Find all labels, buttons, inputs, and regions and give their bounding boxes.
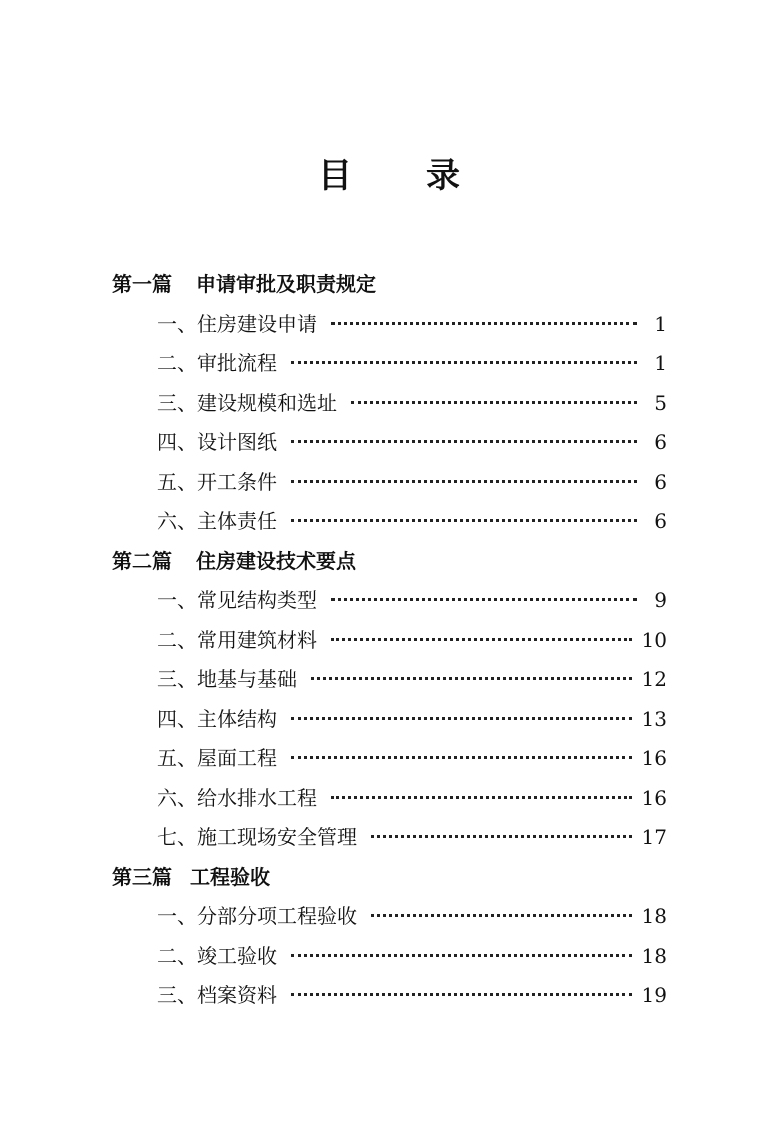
dot-leader [371, 914, 632, 917]
entry-label: 三、档案资料 [157, 983, 277, 1007]
entry-label: 六、主体责任 [157, 509, 277, 533]
dot-leader [291, 993, 632, 996]
page-number: 1 [654, 351, 667, 375]
title-char-1: 目 [318, 156, 352, 196]
page-number: 12 [641, 667, 667, 691]
entry-label: 四、主体结构 [157, 706, 277, 731]
toc-entry[interactable] [157, 739, 667, 777]
dot-leader [291, 717, 632, 720]
dot-leader [331, 598, 637, 601]
entry-label: 二、竣工验收 [157, 943, 277, 968]
entry-label: 五、开工条件 [157, 469, 277, 494]
page-number: 6 [654, 509, 667, 533]
toc-entry[interactable] [157, 937, 667, 975]
dot-leader [351, 401, 637, 404]
page-number: 17 [641, 825, 667, 849]
entry-label: 七、施工现场安全管理 [157, 825, 357, 849]
entry-label: 一、常见结构类型 [157, 588, 317, 612]
toc-entry[interactable] [157, 463, 667, 501]
page-number: 6 [654, 430, 667, 454]
page-number: 5 [654, 390, 667, 415]
entry-label: 一、分部分项工程验收 [157, 904, 357, 928]
part-title: 工程验收 [190, 864, 270, 889]
entry-label: 四、设计图纸 [157, 430, 277, 454]
page-number: 9 [654, 588, 667, 612]
entry-label: 三、建设规模和选址 [157, 390, 337, 415]
entry-label: 二、常用建筑材料 [157, 627, 317, 652]
dot-leader [331, 322, 637, 325]
dot-leader [291, 361, 637, 364]
title-char-2: 录 [426, 156, 460, 196]
toc-entry[interactable] [157, 344, 667, 382]
page-number: 19 [641, 983, 667, 1007]
entry-label: 二、审批流程 [157, 351, 277, 375]
page-number: 13 [641, 706, 667, 731]
toc-entry[interactable] [157, 384, 667, 422]
toc-entry[interactable] [157, 660, 667, 698]
toc-part-heading[interactable] [112, 542, 356, 580]
part-number: 第三篇 [112, 864, 172, 889]
dot-leader [311, 677, 632, 680]
dot-leader [291, 756, 632, 759]
toc-entry[interactable] [157, 779, 667, 817]
dot-leader [291, 440, 637, 443]
toc-part-heading[interactable] [112, 858, 270, 896]
part-title: 申请审批及职责规定 [196, 272, 376, 296]
page-number: 6 [654, 469, 667, 494]
page-number: 1 [654, 311, 667, 336]
entry-label: 一、住房建设申请 [157, 311, 317, 336]
dot-leader [291, 480, 637, 483]
page-number: 10 [641, 627, 667, 652]
toc-entry[interactable] [157, 502, 667, 540]
page-number: 18 [641, 943, 667, 968]
dot-leader [331, 638, 632, 641]
entry-label: 六、给水排水工程 [157, 785, 317, 810]
page-number: 18 [641, 904, 667, 928]
part-title: 住房建设技术要点 [196, 548, 356, 573]
page-number: 16 [641, 746, 667, 770]
toc-entry[interactable] [157, 423, 667, 461]
dot-leader [331, 796, 632, 799]
dot-leader [291, 954, 632, 957]
dot-leader [291, 519, 637, 522]
entry-label: 三、地基与基础 [157, 667, 297, 691]
part-number: 第二篇 [112, 548, 172, 573]
page-number: 16 [641, 785, 667, 810]
toc-entry[interactable] [157, 897, 667, 935]
page-title [0, 150, 778, 202]
toc-entry[interactable] [157, 305, 667, 343]
toc-part-heading[interactable] [112, 265, 376, 303]
part-number: 第一篇 [112, 272, 172, 296]
toc-entry[interactable] [157, 818, 667, 856]
toc-entry[interactable] [157, 581, 667, 619]
toc-entry[interactable] [157, 621, 667, 659]
entry-label: 五、屋面工程 [157, 746, 277, 770]
dot-leader [371, 835, 632, 838]
toc-entry[interactable] [157, 976, 667, 1014]
toc-entry[interactable] [157, 700, 667, 738]
